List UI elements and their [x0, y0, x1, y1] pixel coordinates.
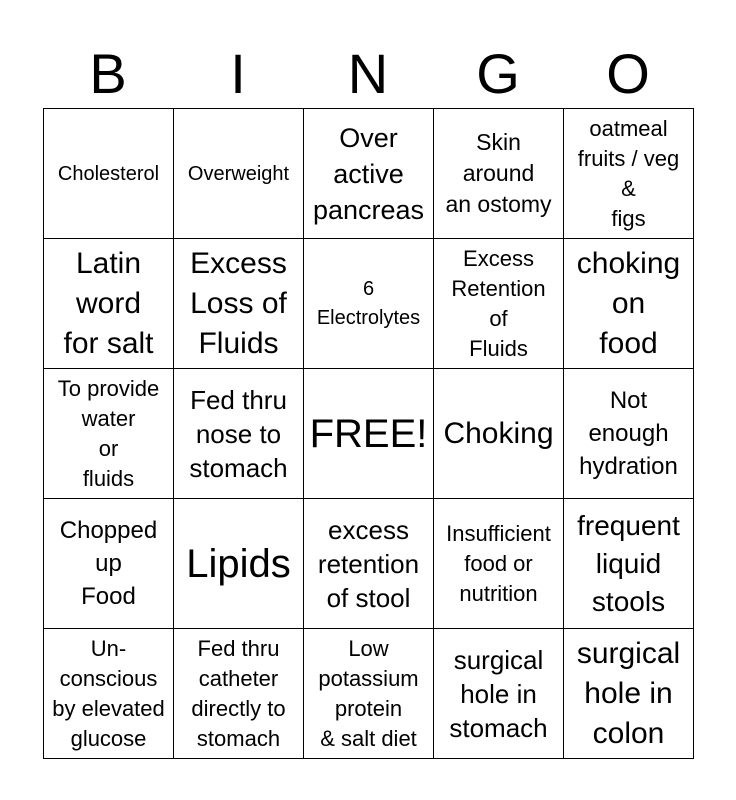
bingo-cell[interactable]: choking on food	[564, 239, 694, 369]
bingo-board	[43, 108, 694, 759]
header-letter-g: G	[476, 42, 520, 105]
bingo-cell[interactable]: Excess Retention of Fluids	[434, 239, 564, 369]
board-row	[44, 109, 694, 239]
bingo-cell[interactable]: Lipids	[174, 499, 304, 629]
bingo-cell[interactable]: To provide water or fluids	[44, 369, 174, 499]
bingo-cell[interactable]: Overweight	[174, 109, 304, 239]
header-letter-b: B	[89, 42, 127, 105]
bingo-cell[interactable]: Low potassium protein & salt diet	[304, 629, 434, 759]
board-row	[44, 239, 694, 369]
bingo-cell[interactable]: Cholesterol	[44, 109, 174, 239]
bingo-cell[interactable]: Over active pancreas	[304, 109, 434, 239]
bingo-cell[interactable]: Fed thru nose to stomach	[174, 369, 304, 499]
board-row	[44, 629, 694, 759]
bingo-cell[interactable]: Skin around an ostomy	[434, 109, 564, 239]
header-letter-o: O	[606, 42, 650, 105]
bingo-cell[interactable]: 6 Electrolytes	[304, 239, 434, 369]
bingo-cell[interactable]: frequent liquid stools	[564, 499, 694, 629]
bingo-cell[interactable]: excess retention of stool	[304, 499, 434, 629]
bingo-cell[interactable]: Un- conscious by elevated glucose	[44, 629, 174, 759]
header-letter-n: N	[347, 42, 389, 105]
board-row	[44, 499, 694, 629]
bingo-cell[interactable]: Not enough hydration	[564, 369, 694, 499]
bingo-header	[43, 40, 693, 108]
free-space[interactable]: FREE!	[304, 369, 434, 499]
bingo-cell[interactable]: Insufficient food or nutrition	[434, 499, 564, 629]
bingo-cell[interactable]: surgical hole in stomach	[434, 629, 564, 759]
bingo-cell[interactable]: Choking	[434, 369, 564, 499]
bingo-cell[interactable]: Excess Loss of Fluids	[174, 239, 304, 369]
bingo-cell[interactable]: Fed thru catheter directly to stomach	[174, 629, 304, 759]
bingo-cell[interactable]: Latin word for salt	[44, 239, 174, 369]
board-row	[44, 369, 694, 499]
bingo-cell[interactable]: surgical hole in colon	[564, 629, 694, 759]
bingo-cell[interactable]: oatmeal fruits / veg & figs	[564, 109, 694, 239]
bingo-cell[interactable]: Chopped up Food	[44, 499, 174, 629]
header-letter-i: I	[230, 42, 246, 105]
